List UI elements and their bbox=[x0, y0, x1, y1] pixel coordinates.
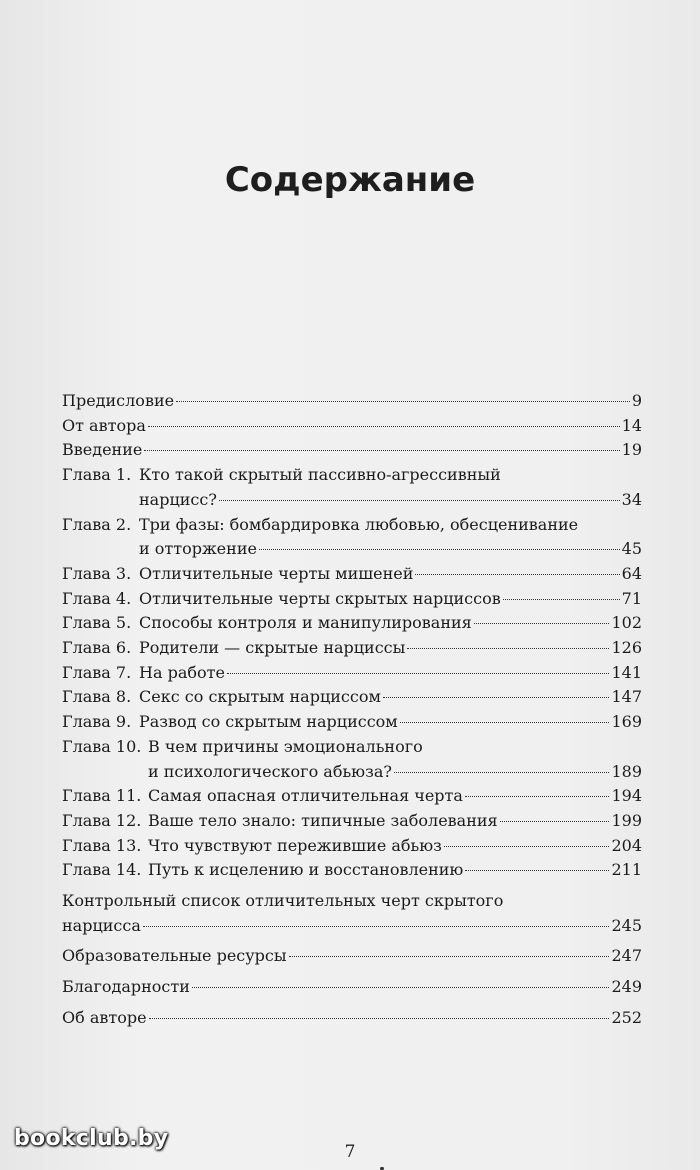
toc-page-number: 141 bbox=[611, 662, 642, 682]
toc-entry-title: нарцисс? bbox=[139, 489, 217, 509]
toc-chapter-number: Глава 2. bbox=[62, 514, 132, 534]
toc-entry-title: На работе bbox=[139, 662, 225, 682]
toc-page-number: 14 bbox=[621, 415, 642, 435]
toc-entry bbox=[62, 438, 642, 463]
toc-entry-title: Что чувствуют пережившие абьюз bbox=[148, 835, 442, 855]
toc-entry-title: Предисловие bbox=[62, 391, 175, 410]
toc-page-number: 102 bbox=[611, 613, 642, 633]
toc-entry bbox=[62, 611, 642, 636]
toc-leader-dots bbox=[383, 697, 610, 698]
toc-leader-dots bbox=[465, 870, 609, 871]
page-number: 7 bbox=[344, 1142, 356, 1162]
toc-page-number: 189 bbox=[611, 761, 642, 781]
toc-entry bbox=[62, 463, 642, 512]
toc-page-number: 169 bbox=[611, 712, 642, 732]
toc-chapter-number: Глава 9. bbox=[62, 712, 132, 732]
toc-entry bbox=[62, 834, 642, 859]
toc-leader-dots bbox=[259, 549, 620, 550]
toc-page-number: 147 bbox=[611, 687, 642, 707]
toc-leader-dots bbox=[143, 926, 610, 927]
toc-entry-title: От автора bbox=[62, 415, 146, 435]
toc-entry bbox=[62, 636, 642, 661]
toc-leader-dots bbox=[144, 450, 619, 451]
toc-entry-title: и отторжение bbox=[139, 539, 257, 559]
toc-leader-dots bbox=[474, 623, 610, 624]
toc-page-number: 71 bbox=[621, 588, 642, 608]
toc-entry bbox=[62, 685, 642, 710]
toc-chapter-number: Глава 11. bbox=[62, 786, 142, 806]
toc-leader-dots bbox=[219, 500, 620, 501]
toc-leader-dots bbox=[415, 574, 619, 575]
toc-entry-title: В чем причины эмоционального bbox=[148, 736, 423, 756]
toc-entry-title: Ваше тело знало: типичные заболевания bbox=[148, 810, 498, 830]
toc-entry bbox=[62, 587, 642, 612]
toc-page-number: 19 bbox=[621, 440, 642, 460]
toc-entry bbox=[62, 389, 642, 414]
toc-entry-title: Образовательные ресурсы bbox=[62, 946, 287, 966]
toc-entry bbox=[62, 710, 642, 735]
toc-entry-title: и психологического абьюза? bbox=[148, 761, 392, 781]
toc-page-number: 194 bbox=[611, 786, 642, 806]
toc-entry-title: Секс со скрытым нарциссом bbox=[139, 687, 381, 707]
toc-entry bbox=[62, 1006, 642, 1031]
toc-chapter-number: Глава 4. bbox=[62, 588, 132, 608]
toc-page-number: 45 bbox=[621, 539, 642, 559]
toc-leader-dots bbox=[444, 846, 610, 847]
toc-leader-dots bbox=[149, 1018, 610, 1019]
toc-entry-title: Введение bbox=[62, 440, 143, 460]
toc-page-number: 247 bbox=[611, 946, 642, 966]
toc-leader-dots bbox=[227, 673, 610, 674]
table-of-contents bbox=[62, 389, 642, 1031]
toc-leader-dots bbox=[500, 821, 610, 822]
toc-entry bbox=[62, 414, 642, 439]
toc-entry bbox=[62, 809, 642, 834]
toc-leader-dots bbox=[148, 426, 620, 427]
toc-chapter-number: Глава 10. bbox=[62, 736, 142, 756]
toc-leader-dots bbox=[176, 401, 630, 402]
toc-page-number: 34 bbox=[621, 489, 642, 509]
toc-entry-title: Самая опасная отличительная черта bbox=[148, 786, 463, 806]
toc-entry-title: Способы контроля и манипулирования bbox=[139, 613, 472, 633]
toc-entry-title: Путь к исцелению и восстановлению bbox=[148, 860, 464, 880]
toc-chapter-number: Глава 13. bbox=[62, 835, 142, 855]
toc-entry-title: Об авторе bbox=[62, 1007, 147, 1027]
toc-entry-title: Контрольный список отличительных черт скрытого bbox=[62, 891, 504, 911]
toc-chapter-number: Глава 5. bbox=[62, 613, 132, 633]
toc-entry bbox=[62, 889, 642, 938]
toc-entry bbox=[62, 661, 642, 686]
toc-page-number: 211 bbox=[611, 860, 642, 880]
toc-leader-dots bbox=[394, 772, 610, 773]
toc-chapter-number: Глава 6. bbox=[62, 638, 132, 658]
toc-entry-title: Три фазы: бомбардировка любовью, обесценивание bbox=[139, 514, 579, 534]
toc-entry bbox=[62, 944, 642, 969]
toc-leader-dots bbox=[289, 956, 610, 957]
toc-entry bbox=[62, 562, 642, 587]
toc-page-number: 9 bbox=[631, 391, 642, 410]
toc-page-number: 199 bbox=[611, 810, 642, 830]
toc-entry bbox=[62, 784, 642, 809]
toc-page-number: 204 bbox=[611, 835, 642, 855]
toc-chapter-number: Глава 12. bbox=[62, 810, 142, 830]
toc-leader-dots bbox=[465, 796, 610, 797]
toc-page-number: 64 bbox=[621, 563, 642, 583]
toc-chapter-number: Глава 7. bbox=[62, 662, 132, 682]
toc-entry-title: Отличительные черты мишеней bbox=[139, 563, 414, 583]
toc-chapter-number: Глава 1. bbox=[62, 465, 132, 485]
toc-entry-title: нарцисса bbox=[62, 915, 141, 935]
toc-chapter-number: Глава 3. bbox=[62, 563, 132, 583]
toc-entry-title: Кто такой скрытый пассивно-агрессивный bbox=[139, 465, 501, 485]
toc-leader-dots bbox=[503, 599, 620, 600]
toc-entry bbox=[62, 975, 642, 1000]
toc-entry-title: Родители — скрытые нарциссы bbox=[139, 638, 406, 658]
toc-chapter-number: Глава 8. bbox=[62, 687, 132, 707]
toc-entry-title: Развод со скрытым нарциссом bbox=[139, 712, 398, 732]
page-title: Содержание bbox=[224, 160, 476, 200]
toc-chapter-number: Глава 14. bbox=[62, 860, 142, 880]
toc-leader-dots bbox=[407, 648, 609, 649]
toc-entry bbox=[62, 513, 642, 562]
toc-entry-title: Благодарности bbox=[62, 977, 190, 997]
toc-page-number: 252 bbox=[611, 1007, 642, 1027]
toc-page-number: 126 bbox=[611, 638, 642, 658]
watermark-logo: bookclub.by bbox=[14, 1126, 169, 1151]
toc-page-number: 249 bbox=[611, 977, 642, 997]
toc-page-number: 245 bbox=[611, 915, 642, 935]
toc-entry-title: Отличительные черты скрытых нарциссов bbox=[139, 588, 501, 608]
toc-leader-dots bbox=[400, 722, 610, 723]
toc-entry bbox=[62, 735, 642, 784]
toc-entry bbox=[62, 858, 642, 883]
toc-leader-dots bbox=[192, 987, 610, 988]
